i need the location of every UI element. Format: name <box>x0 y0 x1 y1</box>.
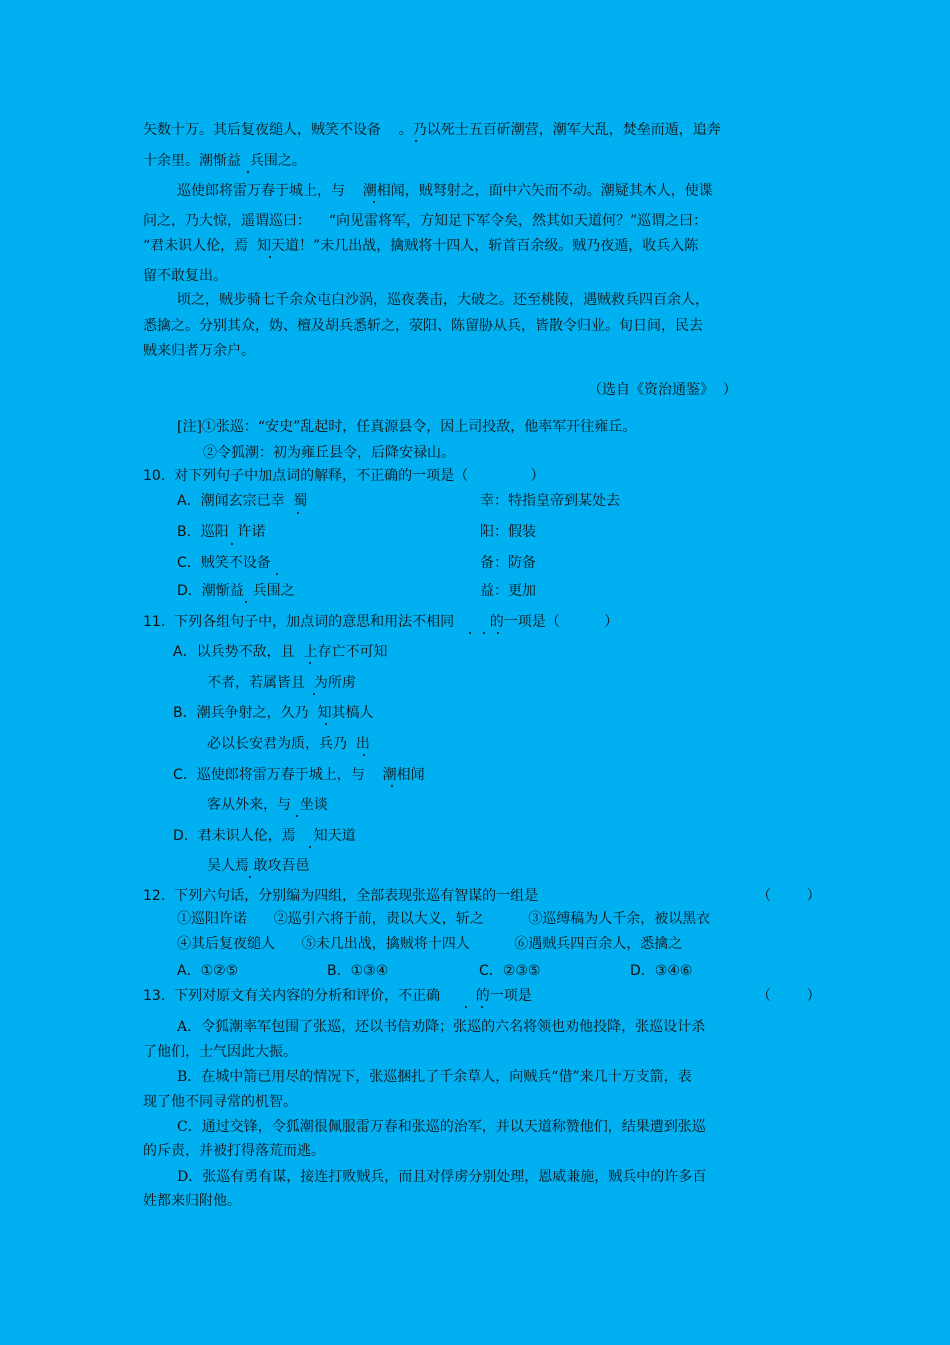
q12-sentences-row-1: ①巡阳许诺 ②巡引六将于前，责以大义，斩之 ③巡缚稿为人千余，被以黑衣 <box>177 911 711 927</box>
q13-stem: 13. 下列对原文有关内容的分析和评价，不正确 的一项是 <box>143 988 532 1004</box>
q13-option-c-1: C．通过交锋，令狐潮很佩服雷万春和张巡的治军，并以天道称赞他们，结果遭到张巡 <box>177 1119 706 1135</box>
q10-option-b-gloss: 阳：假装 <box>480 524 536 540</box>
emphasis-dot <box>309 662 311 664</box>
q10-option-a-gloss: 幸：特指皇帝到某处去 <box>480 493 620 509</box>
emphasis-dot <box>231 543 233 545</box>
q12-option-c: C．②③⑤ <box>479 963 541 979</box>
emphasis-dot <box>373 201 375 203</box>
passage-line-5: “君未识人伦，焉 知天道！”未几出战，擒贼将十四人，斩首百余级。贼乃夜遁，收兵入陈 <box>143 238 699 254</box>
q13-option-b-2: 现了他不同寻常的机智。 <box>143 1094 297 1110</box>
emphasis-dot <box>276 573 278 575</box>
q11-option-d-2: 吴人焉 敢攻吾邑 <box>207 858 310 874</box>
emphasis-dot <box>363 754 365 756</box>
emphasis-dot <box>391 785 393 787</box>
passage-line-9: 贼来归者万余户。 <box>143 343 255 359</box>
passage-line-2: 十余里。潮惭益 兵围之。 <box>143 153 306 169</box>
q12-answer-bracket: （ ） <box>757 888 821 904</box>
q10-stem: 10. 对下列句子中加点词的解释，不正确的一项是（ ） <box>143 468 545 484</box>
q12-option-a: A．①②⑤ <box>177 963 239 979</box>
q11-option-c-1: C．巡使郎将雷万春于城上，与 潮相闻 <box>173 767 425 783</box>
q10-option-a: A．潮闻玄宗已幸 蜀 <box>177 493 308 509</box>
q10-option-d-gloss: 益：更加 <box>480 583 536 599</box>
emphasis-dot <box>249 876 251 878</box>
emphasis-dot <box>483 632 485 634</box>
emphasis-dot <box>415 140 417 142</box>
emphasis-dot <box>309 846 311 848</box>
q10-option-b: B．巡阳 许诺 <box>177 524 266 540</box>
emphasis-dot <box>245 601 247 603</box>
q10-option-c-gloss: 备：防备 <box>480 555 536 571</box>
note-2: ②令狐潮：初为雍丘县令，后降安禄山。 <box>203 445 455 461</box>
q13-option-b-1: B．在城中箭已用尽的情况下，张巡捆扎了千余草人，向贼兵“借”来几十万支箭，表 <box>177 1069 692 1085</box>
q13-answer-bracket: （ ） <box>757 988 821 1004</box>
emphasis-dot <box>296 815 298 817</box>
q12-sentences-row-2: ④其后复夜缒人 ⑤未几出战，擒贼将十四人 ⑥遇贼兵四百余人，悉擒之 <box>177 936 683 952</box>
q11-option-b-1: B．潮兵争射之，久乃 知其槁人 <box>173 705 374 721</box>
q10-option-c: C．贼笑不设备 <box>177 555 271 571</box>
emphasis-dot <box>469 632 471 634</box>
q12-option-d: D．③④⑥ <box>630 963 693 979</box>
passage-source: （选自《资治通鉴》 ） <box>588 382 737 398</box>
passage-line-6: 留不敢复出。 <box>143 268 227 284</box>
emphasis-dot <box>481 1006 483 1008</box>
q10-option-d: D．潮惭益 兵围之 <box>177 583 295 599</box>
q13-option-d-1: D．张巡有勇有谋，接连打败贼兵，而且对俘虏分别处理，恩威兼施，贼兵中的许多百 <box>177 1169 707 1185</box>
q11-option-a-2: 不者，若属皆且 为所虏 <box>207 675 356 691</box>
q11-stem: 11. 下列各组句子中，加点词的意思和用法不相同 的一项是（ ） <box>143 614 619 630</box>
passage-line-8: 悉擒之。分别其众，妫、檀及胡兵悉斩之，荥阳、陈留胁从兵，皆散令归业。旬日间，民去 <box>143 318 703 334</box>
note-1: [注]①张巡：“安史”乱起时，任真源县令，因上司投敌，他率军开往雍丘。 <box>177 419 637 435</box>
emphasis-dot <box>465 1006 467 1008</box>
q13-option-c-2: 的斥责，并被打得落荒而逃。 <box>143 1143 325 1159</box>
q12-option-b: B．①③④ <box>327 963 389 979</box>
emphasis-dot <box>325 723 327 725</box>
passage-line-3: 巡使郎将雷万春于城上，与 潮相闻，贼弩射之，面中六矢而不动。潮疑其木人，使谍 <box>177 183 713 199</box>
q11-option-a-1: A．以兵势不敌，且 上存亡不可知 <box>173 644 388 660</box>
emphasis-dot <box>313 693 315 695</box>
q13-option-d-2: 姓都来归附他。 <box>143 1193 241 1209</box>
emphasis-dot <box>297 512 299 514</box>
emphasis-dot <box>269 256 271 258</box>
passage-line-1: 矢数十万。其后复夜缒人，贼笑不设备 。乃以死士五百斫潮营，潮军大乱，焚垒而遁，追奔 <box>143 122 721 138</box>
q11-option-c-2: 客从外来，与 坐谈 <box>207 797 328 813</box>
q11-option-d-1: D．君未识人伦，焉 知天道 <box>173 828 356 844</box>
passage-line-7: 顷之，贼步骑七千余众屯白沙涡，巡夜袭击，大破之。还至桃陵，遇贼救兵四百余人， <box>177 292 709 308</box>
emphasis-dot <box>247 171 249 173</box>
q13-option-a-1: A．令狐潮率军包围了张巡，还以书信劝降；张巡的六名将领也劝他投降，张巡设计杀 <box>177 1019 706 1035</box>
passage-line-4: 问之，乃大惊，遥谓巡曰： “向见雷将军，方知足下军令矣，然其如天道何？”巡谓之曰： <box>143 213 708 229</box>
q13-option-a-2: 了他们，士气因此大振。 <box>143 1044 297 1060</box>
emphasis-dot <box>497 632 499 634</box>
q11-option-b-2: 必以长安君为质，兵乃 出 <box>207 736 370 752</box>
q12-stem: 12. 下列六句话，分别编为四组，全部表现张巡有智谋的一组是 <box>143 888 539 904</box>
